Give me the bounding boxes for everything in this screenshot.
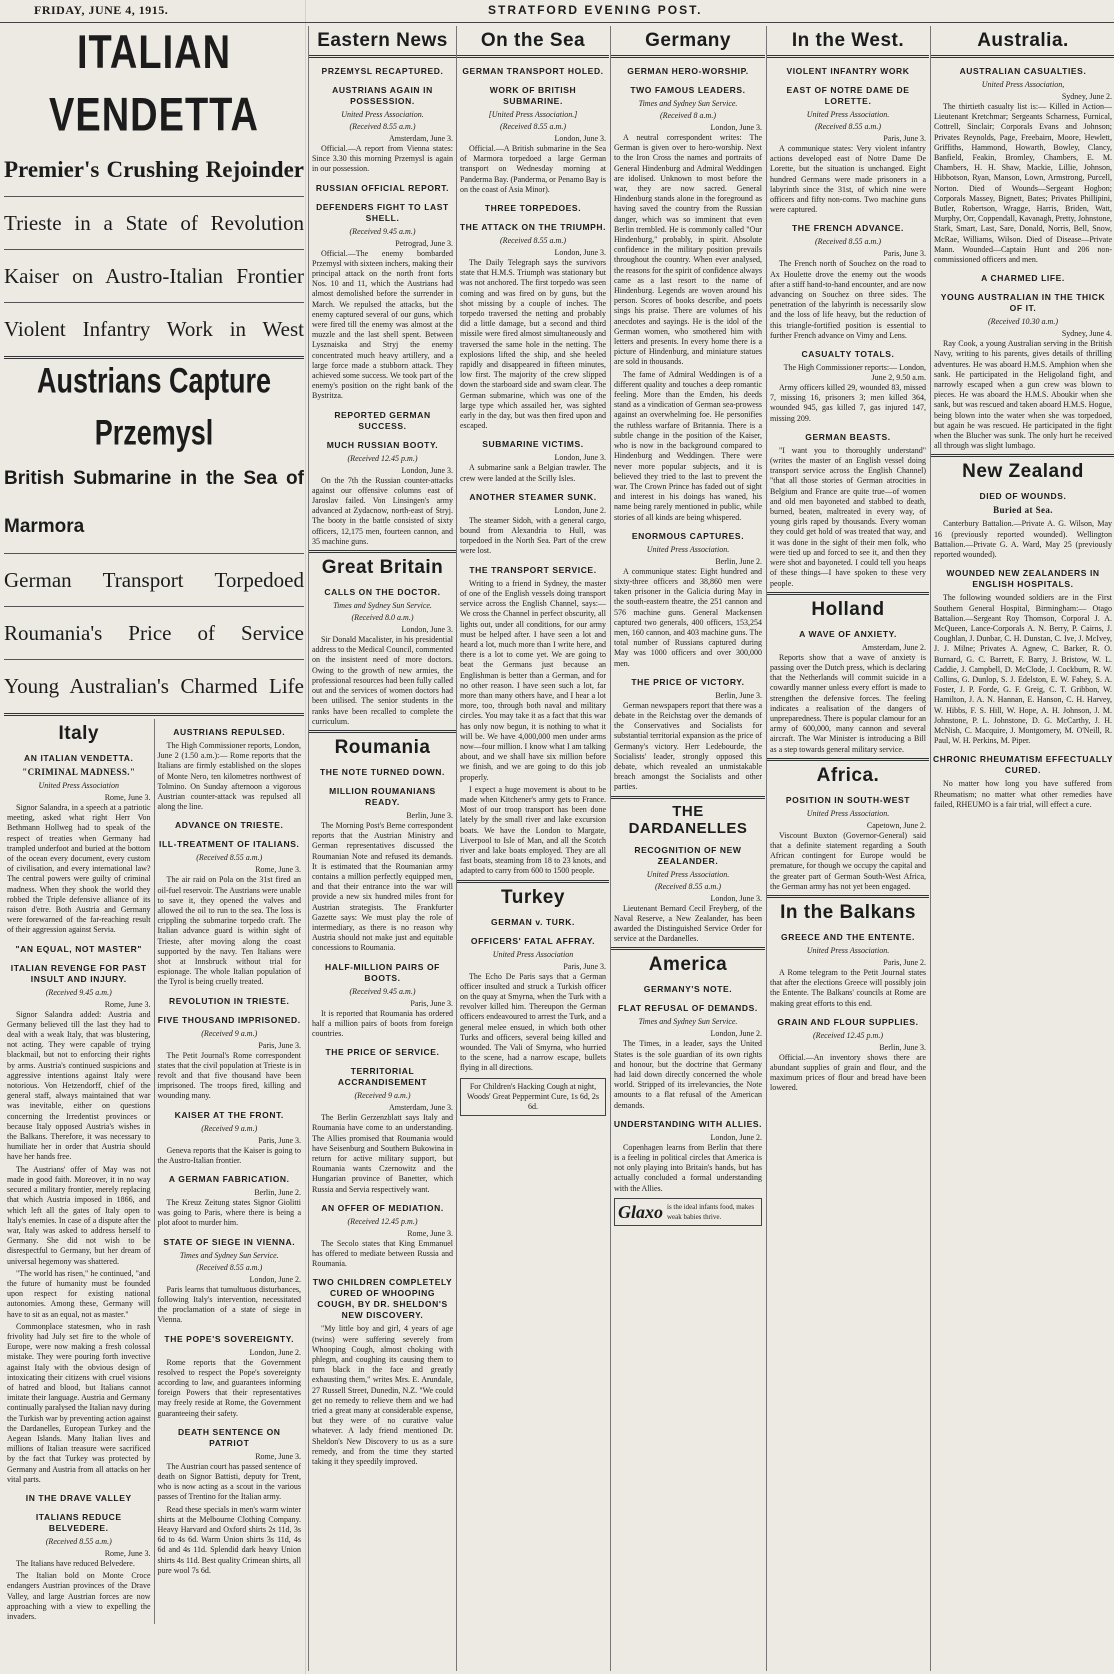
- article-body: Signor Salandra, in a speech at a patriotic meeting, asked what right Herr Von Bethmann Hollweg had to speak of the respect of treaties when Germany had trampled underfoot and buried at the bottom of the ocean every document, every custom of civilisation, and every international law? The central powers were guilty of criminal madness. When they shook the world they robbed the Triple defensive alliance of its raison d'etre. Both Austria and Germany were forewarned of the far-reaching result of their aggression against Servia.: [7, 803, 151, 935]
- article-body: The Secolo states that King Emmanuel has offered to mediate between Russia and Roumania.: [312, 1238, 453, 1269]
- article-dateline: Berlin, June 2.: [715, 556, 762, 566]
- region-holland: Holland: [811, 598, 885, 620]
- article-heading: IN THE DRAVE VALLEY: [25, 1492, 132, 1503]
- article-heading: CASUALTY TOTALS.: [801, 349, 895, 360]
- article-body: Official.—A British submarine in the Sea of Marmora torpedoed a large German transport on Wednesday morning at Panderma Bay. (Panderma, or Penamo Bay is on the coast of Asia Minor).: [460, 144, 606, 194]
- received-time: (Received 9 a.m.): [201, 1123, 258, 1133]
- article-heading: PRZEMYSL RECAPTURED.: [321, 66, 444, 76]
- article-body: Sir Donald Macalister, in his presidential address to the Medical Council, commented on the insistent need of more doctors. Owing to the growth of new armies, the professional resources had been fully called out and the services of women doctors had been utilised. The senior students in the ranks have been recalled to complete the curriculum.: [312, 635, 453, 726]
- article-heading: GRAIN AND FLOUR SUPPLIES.: [777, 1016, 919, 1027]
- article-dateline: Paris, June 3.: [258, 1040, 301, 1050]
- article-dateline: Rome, June 3.: [104, 1548, 151, 1558]
- received-time: (Received 9.45 a.m.): [349, 226, 416, 236]
- article-body: The High Commissioner reports, London, June 2 (1.50 a.m.):— Rome reports that the Italians are firmly established on the slopes of Monte Nero, ten kilometres northwest of Tolmino. On Sunday afternoon a vigorous Austrian counter-attack was repulsed all along the line.: [157, 741, 301, 812]
- article-heading: GERMAN BEASTS.: [805, 431, 891, 442]
- article-heading: A WAVE OF ANXIETY.: [799, 628, 897, 639]
- article-heading: HALF-MILLION PAIRS OF BOOTS.: [325, 961, 440, 983]
- article-heading: THE FRENCH ADVANCE.: [792, 223, 904, 234]
- masthead: [0, 0, 1114, 23]
- article-body: On the 7th the Russian counter-attacks against our offensive columns east of Jaroslav failed. Von Linsingen's army advanced at Zydacnow, north-east of Stryj. The booty in the battle consisted of sixty officers, 12,175 men, fourteen cannon, and 35 machine guns.: [312, 475, 453, 546]
- article-heading: GERMAN TRANSPORT HOLED.: [462, 66, 604, 76]
- article-body: Writing to a friend in Sydney, the master of one of the English vessels doing transport service across the English Channel, says:— We cross the Channel in perfect obscurity, all lights out, under all conditions, for our army must be helped after. I have seen a lot and heard a lot, much more than I write here, and there is a lot to come yet. We are going to beat the Germans just because an Englishman is better than a German, and for no other reason. I have seen such a lot, far more than many others have, and I hear a lot more, too, through both naval and military circles. You may take it as a fact that this war has only now begun, it is nothing to what it will be. We have 4,000,000 men under arms now—four million. I know what I am talking about, and we shall have six million before we finish, and we are going to do this job properly.: [460, 578, 606, 782]
- article-heading: THREE TORPEDOES.: [484, 203, 582, 214]
- article-body: "I want you to thoroughly understand" (writes the master of an English vessel doing transport service across the English Channel) "that all those stories of German atrocities in Belgium and France are quite true—of women and old men bayoneted and stabbed to death, burned, beaten, maltreated in every way, of young girls raped by thousands. Every woman they could get hold of was treated that way, and it was done in the sight of their men folk, who were tied up and forced to see it, and then they were shot and bayoneted. I could tell you heaps of these things—I have spoken to these very people.: [770, 445, 926, 588]
- received-time: (Received 8.55 a.m.): [45, 1536, 112, 1546]
- article-heading: DIED OF WOUNDS.: [979, 491, 1067, 502]
- region-roumania: Roumania: [334, 736, 431, 758]
- received-time: (Received 8 a.m.): [660, 111, 716, 120]
- article-dateline: London, June 3.: [554, 248, 606, 258]
- received-time: (Received 8.55 a.m.): [500, 236, 566, 246]
- headline-line-3: Kaiser on Austro-Italian Frontier: [4, 264, 304, 288]
- headline-line-5: British Submarine in the Sea of Marmora: [4, 468, 304, 537]
- article-body: Official.—The enemy bombarded Przemysl with sixteen inchers, making their principal attack on the north front forts Nos. 10 and 11, which the Austrians had almost demolished before the surrender in March. We repulsed the attacks, but the enemy captured several of our guns, which were fired till the enemy was almost at the muzzle and the last shell spent. Between Lysznaiska and Stryj the enemy concentrated much heavy artillery, and a large force made a stubborn attack. They achieved some success. We took part of the enemy's position on the right bank of the Bystritza.: [312, 248, 453, 401]
- article-heading: ADVANCE ON TRIESTE.: [174, 820, 284, 831]
- article-body: The Italians have reduced Belvedere.: [16, 1558, 135, 1568]
- article-credit: Times and Sydney Sun Service.: [179, 1250, 279, 1260]
- article-heading: UNDERSTANDING WITH ALLIES.: [613, 1118, 763, 1129]
- article-dateline: Rome, June 3.: [104, 793, 151, 802]
- article-heading: SUBMARINE VICTIMS.: [482, 439, 584, 450]
- region-dardanelles: THE DARDANELLES: [628, 802, 748, 837]
- column-west: [766, 26, 929, 1671]
- article-body: The Morning Post's Berne correspondent reports that the Austrian Ministry and German representatives discussed the Roumanian Note and refused its demands. It is estimated that the Roumanian army contains a million perfectly equipped men, and that their entrance into the war will provide a new six hundred miles front for Austrian strategists. The Frankfurter Gazette says: We must play the role of intermediary, as there is no reason why Austria should not make just and equitable concessions to Roumania.: [312, 820, 453, 953]
- article-body: I expect a huge movement is about to be made when Kitchener's army gets to France. Most of our troop transport has been done lately by the small river and lake excursion boats. We have the London to Margate, Liverpool to Isle of Man, and all the Scotch river and lake boats employed. They are all fast boats, steaming from 18 to 23 knots, and adapted to carry from 600 to 1500 people.: [460, 784, 606, 876]
- article-heading: ENORMOUS CAPTURES.: [631, 530, 745, 541]
- article-dateline: Rome, June 3.: [104, 999, 151, 1009]
- headline-line-8: Young Australian's Charmed Life: [4, 674, 304, 698]
- received-time: (Received 9 a.m.): [354, 1091, 411, 1101]
- article-dateline: London, June 2.: [710, 1029, 762, 1039]
- article-subheading: "CRIMINAL MADNESS.": [22, 767, 136, 777]
- article-body: The Petit Journal's Rome correspondent states that the civil population at Trieste is in revolt and that five thousand have been imprisoned. The troops fired, killing and wounding many.: [157, 1050, 301, 1101]
- article-subheading: Buried at Sea.: [993, 505, 1053, 516]
- article-subheading: TWO FAMOUS LEADERS.: [630, 85, 746, 95]
- glaxo-advert: [614, 1198, 762, 1226]
- article-subheading: MILLION ROUMANIANS READY.: [329, 785, 436, 807]
- article-body: The Italian bold on Monte Croce endangers Austrian provinces of the Drave Valley, and large Austrian forces are now approaching with a view to expelling the invaders.: [7, 1571, 151, 1621]
- article-heading: RECOGNITION OF NEW ZEALANDER.: [634, 844, 742, 866]
- article-heading: AN OFFER OF MEDIATION.: [321, 1202, 444, 1213]
- article-credit: Times and Sydney Sun Service.: [333, 601, 432, 611]
- italy-column-b: [154, 719, 305, 1624]
- article-body: Lieutenant Bernard Cecil Freyberg, of the Naval Reserve, a New Zealander, has been awarded the Distinguished Service Order for service at the Dardanelles.: [614, 903, 762, 944]
- article-subheading: FIVE THOUSAND IMPRISONED.: [157, 1014, 301, 1025]
- article-body: Signor Salandra added: Austria and Germany believed till the last they had to deal with a weak Italy, that was blustering, not acting. They were capable of trying blackmail, but not to enforcing their rights by arms. Austria's continued suspicions and aggressive intentions against Italy were notorious. Von Hetzendorff, chief of the general staff, always maintained that war was inevitable, either on questions concerning the Irredentist provinces or because Italy opposed Austria's wishes in the Balkans. Therefore, it was necessary to humiliate her in order that Austria should have her hands free.: [7, 1009, 151, 1162]
- article-subheading: WORK OF BRITISH SUBMARINE.: [489, 85, 577, 106]
- article-dateline: Paris, June 3.: [410, 998, 453, 1008]
- article-body: Reports show that a wave of anxiety is passing over the Dutch press, which is declaring that the Netherlands will commit suicide in a cowardly manner unless every effort is made to strengthen the defensive forces. The feeling indicates a realisation of the dangers of unpreparedness. There is popular clamour for an army of 600,000, many cannon and several aircraft. The War Minister is introducing a Bill as a step towards general military service.: [770, 652, 926, 754]
- italy-section: [4, 719, 304, 1624]
- article-dateline: Rome, June 3.: [255, 1451, 301, 1461]
- article-heading: "AN EQUAL, NOT MASTER": [15, 943, 143, 954]
- article-credit: United Press Association.: [646, 869, 730, 879]
- fold-line: [305, 0, 306, 1674]
- issue-date: FRIDAY, JUNE 4, 1915.: [34, 3, 169, 17]
- article-subheading: YOUNG AUSTRALIAN IN THE THICK OF IT.: [940, 292, 1106, 314]
- glaxo-advert-text: is the ideal infants food, makes weak babies thrive.: [667, 1202, 755, 1221]
- italy-column-a: [4, 719, 154, 1624]
- received-time: (Received 9 a.m.): [201, 1028, 258, 1038]
- article-heading: THE PRICE OF VICTORY.: [631, 676, 745, 687]
- article-credit: United Press Association,: [981, 80, 1065, 89]
- advertisement: Read these specials in men's warm winter shirts at the Melbourne Clothing Company. Heavy Harvard and Oxford shirts 2s 11d, 3s 6d to 4s 6d. Warm Union shirts 3s 11d, 4s 6d and 4s 11d. Splendid dark heavy Union shirts 4s 11d. Best quality Crimean shirts, all pure wool 7s 6d.: [157, 1504, 301, 1575]
- article-dateline: Paris, June 2.: [883, 957, 926, 967]
- received-time: (Received 8.55 a.m.): [815, 122, 881, 131]
- article-heading: THE PRICE OF SERVICE.: [325, 1047, 440, 1058]
- article-dateline: The High Commissioner reports:— London, June 2, 9.50 a.m.: [783, 363, 926, 383]
- article-dateline: London, June 3.: [401, 625, 453, 635]
- article-dateline: Paris, June 3.: [883, 249, 926, 259]
- column-front: [4, 26, 304, 1671]
- article-heading: CALLS ON THE DOCTOR.: [324, 587, 441, 598]
- article-body: Commonplace statesmen, who in rash frivolity had July set fire to the whole of Europe, were now making a fresh colossal mistake. They were pouring forth invective against Italy with the obvious design of intoxicating their citizens with cruel visions of hatred and blood, but Italians cannot imitate their language. Austria and Germany continually paralysed the Italian navy during the Turkish war by preventing action against the Dardanelles, European Turkey and the Aegean Islands. Many Italian lives and millions of Italian treasure were sacrificed by the fact that Turkey was protected by Germany and Austria from all attacks on her vital parts.: [7, 1321, 151, 1484]
- article-heading: GERMANY'S NOTE.: [643, 984, 733, 995]
- column-eastern: [308, 26, 456, 1671]
- headline-line-1: Premier's Crushing Rejoinder: [4, 157, 304, 182]
- received-time: (Received 8.55 a.m.): [815, 237, 881, 247]
- article-subheading: TERRITORIAL ACCRANDISEMENT: [337, 1066, 428, 1088]
- article-heading: THE NOTE TURNED DOWN.: [320, 766, 445, 777]
- advertisement: No matter how long you have suffered from Rheumatism; no matter what other remedies have failed, RHEUMO is a fair trial, will effect a cure.: [934, 779, 1112, 809]
- article-dateline: Paris, June 3.: [258, 1135, 301, 1145]
- article-heading: A CHARMED LIFE.: [981, 273, 1065, 284]
- region-america: America: [648, 954, 728, 976]
- article-heading: GERMAN HERO-WORSHIP.: [627, 66, 749, 76]
- article-heading: VIOLENT INFANTRY WORK: [786, 66, 910, 76]
- article-dateline: Berlin, June 3.: [406, 810, 453, 820]
- article-dateline: Amsterdam, June 3.: [389, 1103, 453, 1113]
- article-heading: STATE OF SIEGE IN VIENNA.: [163, 1236, 296, 1247]
- article-dateline: London, June 3.: [554, 453, 606, 463]
- article-subheading: OFFICERS' FATAL AFFRAY.: [470, 935, 596, 946]
- headline-line-4: Violent Infantry Work in West: [4, 317, 304, 341]
- article-heading: AUSTRALIAN CASUALTIES.: [959, 66, 1087, 76]
- article-dateline: London, June 2.: [249, 1274, 301, 1284]
- column-australia: [930, 26, 1114, 1671]
- article-heading: AUSTRIANS REPULSED.: [173, 727, 286, 737]
- article-body: The Echo De Paris says that a German officer insulted and struck a Turkish officer on the quay at Smyrna, when the Turk with a revolver killed him. Thereupon the German officers endeavoured to arrest the Turk, and a general melee ensued, in which both other Turks and officers, several being killed and wounded. The Vali of Smyrna, who hurried to the scene, had a narrow escape, bullets flying in all directions.: [460, 971, 606, 1073]
- region-germany: Germany: [645, 30, 731, 51]
- article-dateline: Sydney, June 2.: [1061, 92, 1112, 101]
- article-body: The Berlin Gerzenzblatt says Italy and Roumania have come to an understanding. The Allies promised that Roumania would have Seisenburg and Southern Bukowina in return for active military support, but Roumania wants Czernowitz and the Hungarian province of Banetter, which Russia and Servia respectively want.: [312, 1113, 453, 1194]
- article-body: Official.—A report from Vienna states: Since 3.30 this morning Przemysl is again in our possession.: [312, 144, 453, 174]
- region-great-britain: Great Britain: [321, 557, 444, 579]
- article-dateline: London, June 3.: [710, 123, 762, 132]
- article-body: The air raid on Pola on the 31st fired an oil-fuel reservoir. The Austrians were unable to save it, they opened the valves and allowed the oil to run to the sea. The loss is crippling the submarine torpedo craft. The Italian advance guard is within sight of Trieste, after moving along the coast supported by the navy. Ten Italians were shot at Innsbruck without trial for espionage. The whole Italian population of the Tyrol is being cruelly treated.: [157, 875, 301, 987]
- cough-cure-advert: For Children's Hacking Cough at night, Woods' Great Peppermint Cure, 1s 6d, 2s 6d.: [460, 1078, 606, 1116]
- article-subheading: MUCH RUSSIAN BOOTY.: [326, 439, 439, 450]
- received-time: (Received 12.45 p.m.): [347, 1216, 418, 1226]
- article-body: German newspapers report that there was a debate in the Reichstag over the demands of the Conservatives and Socialists for substantial territorial expansion as the price of Germany's victory. Herr Ledebourde, the Socialists' leader, strongly opposed this debate, which revealed an unmistakable breach amongst the Socialists and other parties.: [614, 700, 762, 792]
- article-body: A communique states: Very violent infantry actions developed east of Notre Dame De Lorette, but the situation is unchanged. Eight hundred Germans were made prisoners in a labyrinth since the 31st, of which nine were officers and fifty non-coms. Two machine guns were captured.: [770, 144, 926, 215]
- column-germany: [610, 26, 765, 1671]
- article-heading: THE TRANSPORT SERVICE.: [469, 564, 597, 575]
- article-dateline: Berlin, June 2.: [254, 1188, 301, 1198]
- article-heading: ANOTHER STEAMER SUNK.: [469, 491, 597, 502]
- article-heading: GERMAN v. TURK.: [491, 916, 575, 927]
- article-heading: RUSSIAN OFFICIAL REPORT.: [315, 182, 450, 193]
- region-africa: Africa.: [816, 764, 880, 786]
- article-heading: A GERMAN FABRICATION.: [168, 1174, 290, 1185]
- received-time: (Received 8.55 a.m.): [500, 122, 566, 131]
- article-body: Paris learns that tumultuous disturbances, following Italy's intervention, necessitated the proclamation of a state of siege in Vienna.: [157, 1284, 301, 1325]
- article-heading: AN ITALIAN VENDETTA.: [24, 753, 134, 763]
- article-heading: REVOLUTION IN TRIESTE.: [169, 995, 290, 1006]
- article-subheading: EAST OF NOTRE DAME DE LORETTE.: [786, 85, 910, 106]
- article-subheading: FLAT REFUSAL OF DEMANDS.: [618, 1003, 758, 1014]
- region-eastern-news: Eastern News: [317, 30, 448, 51]
- article-credit: Times and Sydney Sun Service.: [638, 99, 738, 108]
- received-time: (Received 8.0 a.m.): [351, 613, 414, 623]
- article-heading: GREECE AND THE ENTENTE.: [781, 931, 915, 942]
- article-body: Ray Cook, a young Australian serving in the British Navy, writing to his parents, gives details of thrilling adventures. He was aboard H.M.S. Amphion when she sank. He participated in the Heligoland fight, and narrowly escaped when a gun crew was blown to pieces. He was aboard the H.M.S. Aboukir when she sank, but was rescued and taken aboard H.M.S. Hogue, being blown into the water when she was torpedoed, but again he was rescued. He participated in the fight when the Blucher was sunk. The only hurt he received all through was slight lumbago.: [934, 339, 1112, 451]
- article-heading: DEATH SENTENCE ON PATRIOT: [177, 1426, 281, 1448]
- article-body: A neutral correspondent writes: The German is given over to hero-worship. Next to the Iron Cross the names and portraits of General Hindenburg and Admiral Weddingen are idolised. Unknown to most before the war, they are now sacred. General Hindenburg stands alone in the foreground as having saved the country from the Russian danger, which was so imminent that even Berlin trembled. He is commonly called "Our Hindenburg," probably, in spirit. Absolute confidence in the military position prevails throughout the country. When ever analysed, the reasons for the spirit of confidence always came as a last resort to the name of Hindenburg. Legends are woven around his person. Scores of books describe, and poets sings his praise. There are volumes of his anecdotes and sayings. He is the idol of the German women, who smothered him with letters and presents. In every home there is a picture of Hindenburg, and miniature statues are sold in thousands.: [614, 133, 762, 367]
- region-in-the-west: In the West.: [791, 30, 905, 51]
- region-on-the-sea: On the Sea: [480, 30, 586, 51]
- glaxo-logo: Glaxo: [618, 1201, 663, 1222]
- article-dateline: London, June 3.: [710, 893, 762, 903]
- second-headline: Austrians Capture Przemysl: [36, 361, 272, 453]
- article-body: A submarine sank a Belgian trawler. The crew were landed at the Scilly Isles.: [460, 463, 606, 483]
- received-time: (Received 9.45 a.m.): [45, 987, 112, 997]
- received-time: (Received 12.45 p.m.): [813, 1030, 883, 1040]
- article-subheading: THE ATTACK ON THE TRIUMPH.: [459, 222, 607, 233]
- received-time: (Received 8.55 a.m.): [655, 881, 721, 891]
- article-dateline: Amsterdam, June 3.: [389, 134, 453, 143]
- article-body: Copenhagen learns from Berlin that there is a feeling in political circles that America is not only playing into Britain's hands, but has actually concluded a formal understanding with the Allies.: [614, 1142, 762, 1193]
- article-dateline: London, June 2.: [710, 1132, 762, 1142]
- article-subheading: DEFENDERS FIGHT TO LAST SHELL.: [316, 201, 449, 223]
- region-turkey: Turkey: [501, 886, 565, 908]
- article-credit: United Press Association: [38, 781, 119, 790]
- article-subheading: ITALIAN REVENGE FOR PAST INSULT AND INJURY.: [10, 962, 147, 984]
- article-subheading: AUSTRIANS AGAIN IN POSSESSION.: [332, 85, 433, 106]
- article-dateline: Berlin, June 3.: [715, 690, 762, 700]
- article-body: The steamer Sidoh, with a general cargo, bound from Alexandria to Hull, was torpedoed in the North Sea. Part of the crew were lost.: [460, 515, 606, 556]
- headline-line-7: Roumania's Price of Service: [4, 621, 304, 645]
- advert-heading: TWO CHILDREN COMPLETELY CURED OF WHOOPING COUGH, BY DR. SHELDON'S NEW DISCOVERY.: [312, 1277, 453, 1321]
- article-body: Rome reports that the Government resolved to respect the Pope's sovereignty according to law, and guarantees informing foreign Powers that their representatives may freely reside at Rome, the Government guaranteeing their safety.: [157, 1357, 301, 1418]
- article-body: The fame of Admiral Weddingen is of a different quality and touches a deep romantic feeling. More than the Emden, his deeds stand as a vindication of German sea-prowess against an overwhelming foe. He personifies the ruthless warfare of Britannia. There is a subtle change in the position of the Kaiser, who is now in the background compared to Hindenburg and Weddingen. There were never more popular subjects, and it is believed they tried to the last to prevent the war. The Crown Prince has faded out of sight and interest in his doings has waned, his name being rarely mentioned in public, while stories of all kinds are being whispered.: [614, 369, 762, 522]
- advertisement: "My little boy and girl, 4 years of age (twins) were suffering severely from Whooping Cough, almost choking with phlegm, and coughing its causing them to turn black in the face and greatly exhausting them," writes Mrs. E. Arundale, 27 Russell Street, Dunedin, N.Z. "We could get no remedy to relieve them and we had tried a great many at considerable expense, but they were of no curative value whatever. A lady friend mentioned Dr. Sheldon's New Discovery to us as a sure remedy, and from the time they started taking it they speedily improved.: [312, 1324, 453, 1467]
- article-credit: United Press Association.: [646, 544, 730, 554]
- article-heading: KAISER AT THE FRONT.: [174, 1109, 284, 1120]
- article-heading: REPORTED GERMAN SUCCESS.: [334, 409, 431, 431]
- column-sea: [456, 26, 609, 1671]
- article-dateline: Paris, June 3.: [563, 961, 606, 971]
- article-body: "The world has risen," he continued, "and the future of humanity must be founded upon respect for existing national autonomies. Among these, Germany will have to sit as an equal, not as master.": [7, 1268, 151, 1319]
- article-body: The French north of Souchez on the road to Ax Houlette drove the enemy out the woods after a stiff hand-to-hand encounter, and are now advancing on Souchez on three sides. The penetration of the labyrinth is necessarily slow and the loss of life heavy, but the reduction of this triangle-fortified position is essential to further French advance on Vimy and Lens.: [770, 259, 926, 340]
- article-body: The Austrians' offer of May was not made in good faith. Moreover, it in no way secured a military frontier, merely replacing that which Austria imposed in 1866, and which left all the gates of Italy open to Italy's enemies. In case of a dispute after the war, Italy was asked to address herself to Germany. She did not wish to be disrespectful to Germany, but her dream of universal hegemony was shattered.: [7, 1164, 151, 1266]
- received-time: (Received 8.55 a.m.): [349, 122, 416, 131]
- article-dateline: London, June 2.: [249, 1347, 301, 1357]
- region-balkans: In the Balkans: [780, 901, 916, 923]
- article-credit: [United Press Association.]: [488, 110, 578, 119]
- article-body: The Daily Telegraph says the survivors state that H.M.S. Triumph was stationary but was not anchored. The first torpedo was seen coming and was fired on by guns, but the shot missing by a couple of inches. The torpedo traversed the netting and probably did a little damage, but a second and third missile were fired almost simultaneously and traversed the same hole in the netting. The explosions lifted the ship, and she heeled rapidly and disappeared in fifteen minutes, low first. The majority of the crew slipped down the starboard side and swam clear. The German submarine, which was one of the large type which assailed her, was sighted early in the day, but was then fired upon and escaped.: [460, 258, 606, 431]
- article-heading: POSITION IN SOUTH-WEST: [785, 794, 911, 805]
- region-italy: Italy: [58, 723, 100, 744]
- article-subheading: ITALIANS REDUCE BELVEDERE.: [35, 1511, 122, 1533]
- article-dateline: London, June 3.: [554, 134, 606, 143]
- advert-heading: CHRONIC RHEUMATISM EFFECTUALLY CURED.: [933, 754, 1113, 776]
- article-dateline: Rome, June 3.: [407, 1228, 453, 1238]
- received-time: (Received 8.55 a.m.): [196, 1262, 263, 1272]
- article-body: Canterbury Battalion.—Private A. G. Wilson, May 16 (previously reported wounded). Wellington Battalion.—Private G. A. Ward, May 25 (previously reported wounded).: [934, 519, 1112, 560]
- lead-headline: ITALIAN VENDETTA: [49, 26, 259, 142]
- region-new-zealand: New Zealand: [962, 461, 1084, 483]
- article-body: A communique states: Eight hundred and sixty-three officers and 38,860 men were taken prisoner in the Galicia during May in the south-eastern theatre, the 251 cannon and 576 machine guns. General Mackensen captured two generals, 400 officers, 153,254 men, 160 cannon, and 403 machine guns. The total number of Russians captured during May was 1000 officers and over 300,000 men.: [614, 566, 762, 668]
- article-dateline: London, June 3.: [401, 465, 453, 475]
- article-body: Official.—An inventory shows there are abundant supplies of grain and flour, and the maximum prices of flour and bread have been lowered.: [770, 1052, 926, 1093]
- article-dateline: Berlin, June 3.: [879, 1042, 926, 1052]
- article-credit: Times and Sydney Sun Service.: [638, 1017, 738, 1027]
- article-credit: United Press Association.: [806, 945, 890, 955]
- article-dateline: Petrograd, June 3.: [395, 238, 453, 248]
- received-time: (Received 9.45 a.m.): [349, 986, 416, 996]
- article-body: Geneva reports that the Kaiser is going to the Austro-Italian frontier.: [157, 1145, 301, 1165]
- article-dateline: Rome, June 3.: [255, 865, 301, 875]
- article-heading: WOUNDED NEW ZEALANDERS IN ENGLISH HOSPITALS.: [946, 568, 1100, 590]
- article-body: The Austrian court has passed sentence of death on Signor Battisti, deputy for Trent, who is now acting as a scout in the various passes of Trentino for the Italian army.: [157, 1461, 301, 1502]
- article-body: The Times, in a leader, says the United States is the sole guardian of its own rights and honour, but the doctrine that Germany had laid down directly concerned the whole world. Stripped of its irrelevancies, the Note amounts to a flat refusal of the American demands.: [614, 1039, 762, 1110]
- article-body: The following wounded soldiers are in the First Southern General Hospital, Birmingham:— Otago Battalion.—Sergeant Roy Thomson, Corporal J. A. McQueen, Lance-Corporals A. N. Berry, P. Cairns, J. Coughlan, J. Dunbar, C. H. Dunstan, C. Ive, J. McIvey, J. J. Milne; Privates A. Agnew, C. Barker, R. O. Burnard, G. C. Barrett, F. Barry, J. Bristow, W. L. Caddie, J. Campbell, D. McClode, J. Cockburn, R. W. Collins, G. Dunlop, S. J. Edelston, E. W. Fahey, S. A. Foster, J. P. Forde, G. F. Greig, C. T. Gribbon, W. Hamilton, J. A. N. Hannan, E. Hanson, C. H. Harvey, W. Hibbs, F. S. Hill, W. Hope, A. H. Johnson, J. M. Johnstone, P. L. Johnstone, D. G. McCarthy, J. H. McNish, C. Macquire, J. Montgomery, M. O'Neill, R. Paul, W. H. Perkins, M. Piper.: [934, 593, 1112, 746]
- headline-line-2: Trieste in a State of Revolution: [4, 211, 304, 235]
- article-body: The Kreuz Zeitung states Signor Giolitti was going to Paris, where there is being a plot afoot to murder him.: [157, 1198, 301, 1228]
- article-dateline: London, June 2.: [554, 505, 606, 515]
- headline-line-6: German Transport Torpedoed: [4, 568, 304, 592]
- article-body: A Rome telegram to the Petit Journal states that after the elections Greece will possibly join the Entente. The Balkans' councils at Rome are making great efforts to this end.: [770, 967, 926, 1008]
- article-dateline: Sydney, June 4.: [1061, 329, 1112, 339]
- article-dateline: Capetown, June 2.: [866, 820, 926, 830]
- article-credit: United Press Association.: [341, 110, 424, 119]
- article-credit: United Press Association.: [806, 808, 890, 818]
- article-body: Army officers killed 29, wounded 83, missed 7, missing 16, prisoners 3; men killed 364, wounded 945, gas killed 7, gas injured 147, missing 209.: [770, 383, 926, 423]
- article-body: The thirtieth casualty list is:— Killed in Action—Lieutenant Kretchmar; Sergeants Scharness, Furnical, Cottrell, Sinclair; Corporals Evans and Johnson; Privates Reynolds, Page, Freebairn, Moore, Hewlett, Griffiths, Hammond, Howarth, Bowley, Clancy, Banfield, Feakin, Bromley, Chambers, E. M. Chambers, H. H. Shaw, Mackie, Lillie, Johnson, Hibbotson, Ryan, Manson, Lown, Armstrong, Purcell, Norton. Died of Wounds—Sergeant Hogbon; Corporals Massey, Bignett, Bates; Privates Phillipini, Butler, Robertson, Wragge, Harris, Briden, Watt, Murphy, Orr, Coppendall, Kavanagh, Pretty, Johnstone, Stark, Smart, Last, Sare, Donald, Norris, Bell, Snow, McRae, Williams, Wilson. Died of Disease—Private Mann. Wounded—Captain Hunt and 206 non-commissioned officers and men.: [934, 102, 1112, 265]
- article-body: Viscount Buxton (Governor-General) said that a definite statement regarding a South African contingent for Europe would be premature, for though we occupy the capital and the greater part of German South-West Africa, the German army has not yet been engaged.: [770, 830, 926, 891]
- article-subheading: ILL-TREATMENT OF ITALIANS.: [159, 839, 300, 850]
- article-dateline: Amsterdam, June 2.: [862, 642, 926, 652]
- received-time: (Received 12.45 p.m.): [347, 453, 418, 463]
- article-heading: THE POPE'S SOVEREIGNTY.: [164, 1333, 295, 1344]
- article-dateline: Paris, June 3.: [883, 134, 926, 143]
- article-credit: United Press Association.: [806, 110, 890, 119]
- article-body: It is reported that Roumania has ordered half a million pairs of boots from foreign countries.: [312, 1008, 453, 1038]
- region-australia: Australia.: [977, 30, 1069, 51]
- received-time: (Received 10.30 a.m.): [988, 317, 1058, 327]
- paper-name: STRATFORD EVENING POST.: [488, 3, 703, 17]
- received-time: (Received 8.55 a.m.): [196, 853, 263, 863]
- article-credit: United Press Association: [492, 949, 574, 959]
